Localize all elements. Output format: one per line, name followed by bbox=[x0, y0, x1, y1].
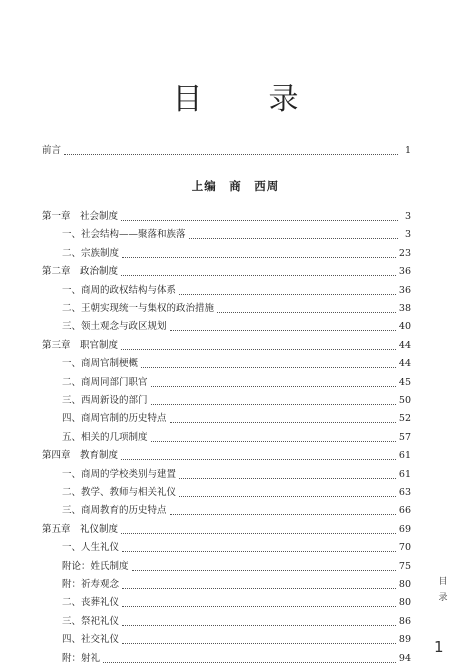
toc-entry-section[interactable] bbox=[62, 614, 411, 628]
toc-label: 第五章 礼仪制度 bbox=[42, 523, 119, 535]
leader-dots bbox=[121, 219, 398, 221]
toc-label: 附：祈寿观念 bbox=[62, 579, 120, 590]
toc-label: 二、丧葬礼仪 bbox=[62, 597, 120, 609]
toc-entry-section[interactable] bbox=[62, 632, 411, 646]
toc-entry-section[interactable] bbox=[62, 503, 411, 517]
toc-page-number: 36 bbox=[398, 284, 411, 296]
toc-label: 二、宗族制度 bbox=[62, 247, 120, 259]
leader-dots bbox=[179, 477, 396, 479]
toc-label: 五、相关的几项制度 bbox=[62, 431, 148, 443]
toc-entry-chapter[interactable] bbox=[42, 209, 411, 223]
leader-dots bbox=[122, 642, 396, 644]
running-head-char: 目 bbox=[438, 577, 448, 587]
toc-label: 第二章 政治制度 bbox=[42, 266, 119, 278]
leader-dots bbox=[217, 311, 396, 313]
toc-label: 附论：姓氏制度 bbox=[62, 560, 129, 572]
leader-dots bbox=[151, 403, 396, 405]
toc-page-number: 52 bbox=[398, 413, 411, 425]
toc-page-number: 63 bbox=[398, 487, 411, 498]
toc-page-number: 89 bbox=[398, 634, 411, 646]
toc-entry-section[interactable] bbox=[62, 246, 411, 260]
toc-page-number: 86 bbox=[398, 615, 411, 627]
toc-entry-chapter[interactable] bbox=[42, 522, 411, 536]
toc-entry-section[interactable] bbox=[62, 375, 411, 389]
toc-page-number: 61 bbox=[398, 450, 411, 462]
toc-page-number: 44 bbox=[398, 339, 411, 351]
leader-dots bbox=[122, 624, 396, 626]
leader-dots bbox=[151, 440, 396, 442]
toc-entry-chapter[interactable] bbox=[42, 264, 411, 278]
toc-page-number: 61 bbox=[398, 468, 411, 480]
leader-dots bbox=[132, 569, 396, 571]
toc-label: 一、商周的政权结构与体系 bbox=[62, 284, 177, 296]
toc-page-number: 40 bbox=[398, 321, 411, 333]
toc-entry-section[interactable] bbox=[62, 467, 411, 481]
toc-entry-section[interactable] bbox=[62, 283, 411, 297]
toc-page-number: 80 bbox=[398, 597, 411, 609]
running-head-char: 录 bbox=[438, 593, 448, 603]
leader-dots bbox=[122, 587, 396, 589]
toc-entry-section[interactable] bbox=[62, 319, 411, 333]
toc-entry-section[interactable] bbox=[62, 301, 411, 315]
toc-label: 一、社会结构——聚落和族落 bbox=[62, 229, 186, 241]
toc-page-number: 36 bbox=[398, 266, 411, 278]
toc-page-number: 75 bbox=[398, 560, 411, 572]
toc-page-number: 44 bbox=[398, 358, 411, 370]
leader-dots bbox=[103, 661, 396, 663]
toc-page-number: 45 bbox=[398, 376, 411, 388]
toc-page-number: 3 bbox=[404, 229, 411, 241]
toc-label: 一、商周的学校类别与建置 bbox=[62, 468, 177, 480]
running-head bbox=[437, 574, 449, 606]
leader-dots bbox=[141, 366, 396, 368]
toc-label: 第三章 职官制度 bbox=[42, 339, 119, 351]
toc-entry-section[interactable] bbox=[62, 559, 411, 573]
part-heading: 上编 商 西周 bbox=[191, 179, 280, 193]
toc-page-number: 38 bbox=[398, 303, 411, 314]
leader-dots bbox=[122, 605, 396, 607]
toc-entry-section[interactable] bbox=[62, 595, 411, 609]
toc-label: 二、教学、教师与相关礼仪 bbox=[62, 487, 177, 498]
toc-page-number: 1 bbox=[404, 145, 411, 156]
toc-label: 二、王朝实现统一与集权的政治措施 bbox=[62, 303, 215, 314]
leader-dots bbox=[189, 237, 398, 239]
toc-page-number: 69 bbox=[398, 523, 411, 535]
leader-dots bbox=[121, 274, 396, 276]
toc-label: 四、商周官制的历史特点 bbox=[62, 413, 167, 425]
toc-label: 三、祭祀礼仪 bbox=[62, 615, 120, 627]
folio: 1 bbox=[434, 638, 444, 656]
toc-label: 三、商周教育的历史特点 bbox=[62, 505, 167, 517]
leader-dots bbox=[64, 153, 398, 155]
toc-entry-section[interactable] bbox=[62, 227, 411, 241]
toc-label: 一、人生礼仪 bbox=[62, 542, 120, 554]
toc-page-number: 94 bbox=[398, 652, 411, 664]
toc-entry-preface[interactable] bbox=[42, 143, 411, 157]
toc-entry-section[interactable] bbox=[62, 540, 411, 554]
toc-page-number: 80 bbox=[398, 579, 411, 590]
toc-label: 第四章 教育制度 bbox=[42, 450, 119, 462]
toc-entry-section[interactable] bbox=[62, 393, 411, 407]
toc-entry-section[interactable] bbox=[62, 411, 411, 425]
leader-dots bbox=[170, 421, 396, 423]
leader-dots bbox=[179, 495, 396, 497]
toc-page-number: 23 bbox=[398, 247, 411, 259]
page-title: 目 录 bbox=[172, 82, 317, 117]
toc-label: 三、西周新设的部门 bbox=[62, 395, 148, 406]
leader-dots bbox=[170, 513, 396, 515]
toc-entry-section[interactable] bbox=[62, 430, 411, 444]
toc-entry-chapter[interactable] bbox=[42, 338, 411, 352]
toc-label: 前言 bbox=[42, 145, 62, 156]
toc-label: 附：射礼 bbox=[62, 652, 101, 664]
toc-entry-chapter[interactable] bbox=[42, 448, 411, 462]
leader-dots bbox=[121, 532, 396, 534]
toc-label: 二、商周同部门职官 bbox=[62, 376, 148, 388]
toc-label: 三、领土观念与政区规划 bbox=[62, 321, 167, 333]
toc-page-number: 70 bbox=[398, 542, 411, 554]
toc-entry-section[interactable] bbox=[62, 485, 411, 499]
toc-entry-section[interactable] bbox=[62, 356, 411, 370]
leader-dots bbox=[170, 329, 396, 331]
leader-dots bbox=[121, 458, 396, 460]
toc-page-number: 66 bbox=[398, 505, 411, 517]
leader-dots bbox=[151, 385, 396, 387]
leader-dots bbox=[122, 550, 396, 552]
toc-page-number: 50 bbox=[398, 395, 411, 406]
toc-page-number: 3 bbox=[404, 211, 411, 222]
toc-entry-section[interactable] bbox=[62, 651, 411, 665]
toc-label: 一、商周官制梗概 bbox=[62, 358, 139, 370]
toc-label: 第一章 社会制度 bbox=[42, 211, 119, 222]
toc-entry-section[interactable] bbox=[62, 577, 411, 591]
leader-dots bbox=[122, 256, 396, 258]
toc-page-number: 57 bbox=[398, 431, 411, 443]
leader-dots bbox=[179, 293, 396, 295]
leader-dots bbox=[121, 348, 396, 350]
toc-label: 四、社交礼仪 bbox=[62, 634, 120, 646]
